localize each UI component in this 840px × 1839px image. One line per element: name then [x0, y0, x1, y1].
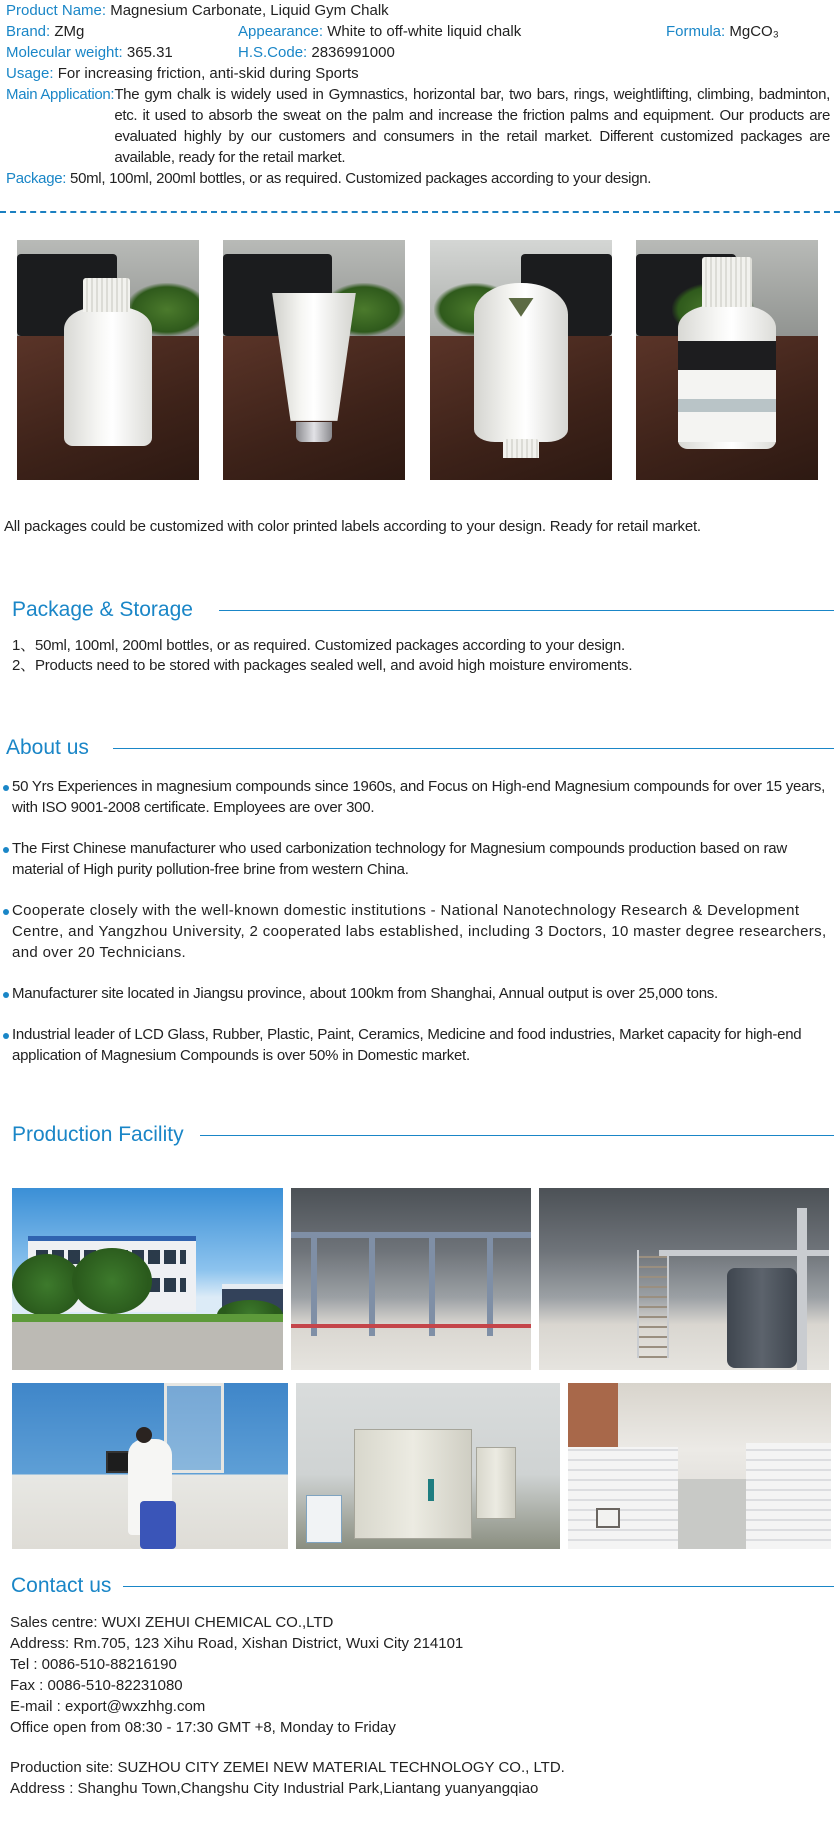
spec-label: Package:	[6, 170, 67, 187]
spec-product-name	[6, 0, 836, 21]
contact-office-hours: Office open from 08:30 - 17:30 GMT +8, Monday to Friday	[10, 1719, 396, 1736]
contact-sales-centre: Sales centre: WUXI ZEHUI CHEMICAL CO.,LTD	[10, 1614, 334, 1631]
contact-details	[10, 1612, 565, 1799]
list-item: 2、Products need to be stored with packages sealed well, and avoid high moisture enviroments.	[12, 657, 633, 674]
spec-label: Brand:	[6, 23, 51, 40]
spec-package	[6, 168, 836, 189]
about-item: 50 Yrs Experiences in magnesium compounds since 1960s, and Focus on High-end Magnesium compounds for over 15 years, with ISO 9001-2008 certificate. Employees are over 300.	[2, 776, 834, 818]
about-item: Industrial leader of LCD Glass, Rubber, Plastic, Paint, Ceramics, Medicine and food industries, Market capacity for high-end application of Magnesium Compounds is over 50% in Domestic market.	[2, 1024, 834, 1066]
section-heading-production-facility	[12, 1123, 840, 1147]
spec-usage	[6, 63, 836, 84]
contact-tel: Tel : 0086-510-88216190	[10, 1656, 177, 1673]
bullet-icon	[3, 909, 9, 915]
about-list	[2, 776, 834, 1086]
spec-value: ZMg	[54, 23, 85, 40]
contact-address: Address: Rm.705, 123 Xihu Road, Xishan District, Wuxi City 214101	[10, 1635, 464, 1652]
list-item: 1、50ml, 100ml, 200ml bottles, or as required. Customized packages according to your design.	[12, 637, 625, 654]
spec-value: The gym chalk is widely used in Gymnastics, horizontal bar, two bars, rings, weightlifting, climbing, badminton, etc. it used to absorb the sweat on the palm and increase the friction palms and equipment. Our products are evaluated highly by our customers and consumers in the retail market. Different customized packages are available, ready for the retail market.	[114, 86, 830, 166]
contact-production-address: Address : Shanghu Town,Changshu City Industrial Park,Liantang yuanyangqiao	[10, 1780, 539, 1797]
bullet-icon	[3, 1033, 9, 1039]
spec-label: Usage:	[6, 65, 54, 82]
product-specs	[6, 0, 836, 189]
spec-value: Magnesium Carbonate, Liquid Gym Chalk	[110, 2, 389, 19]
heading-rule	[123, 1586, 834, 1587]
section-title: Contact us	[11, 1574, 112, 1597]
spec-value: 365.31	[126, 44, 173, 61]
spec-label: Main Application:	[6, 86, 115, 103]
spec-value: White to off-white liquid chalk	[327, 23, 522, 40]
spec-label: Molecular weight:	[6, 44, 123, 61]
spec-label: H.S.Code:	[238, 44, 308, 61]
contact-email: E-mail : export@wxzhhg.com	[10, 1698, 206, 1715]
bullet-icon	[3, 847, 9, 853]
product-photo-round-bottle	[17, 240, 199, 480]
about-item: The First Chinese manufacturer who used carbonization technology for Magnesium compounds production based on raw material of High purity pollution-free brine from western China.	[2, 838, 834, 880]
product-photo-hanging-bottle	[430, 240, 612, 480]
section-title: About us	[6, 736, 89, 759]
spec-label: Appearance:	[238, 23, 324, 40]
product-photo-row	[0, 240, 840, 480]
about-item: Manufacturer site located in Jiangsu province, about 100km from Shanghai, Annual output is over 25,000 tons.	[2, 983, 834, 1004]
product-photo-tube	[223, 240, 405, 480]
packages-caption: All packages could be customized with color printed labels according to your design. Ready for retail market.	[4, 518, 701, 535]
about-item: Cooperate closely with the well-known domestic institutions - National Nanotechnology Research & Development Centre, and Yangzhou University, 2 cooperated labs established, including 3 Doctors, 10 master degree researchers, and over 20 Technicians.	[2, 900, 834, 963]
spec-value: For increasing friction, anti-skid during Sports	[57, 65, 359, 82]
bullet-icon	[3, 992, 9, 998]
facility-photo-warehouse	[568, 1383, 831, 1549]
dashed-divider	[0, 211, 840, 213]
spec-value: 2836991000	[311, 44, 395, 61]
product-photo-labeled-bottle	[636, 240, 818, 480]
spec-row-brand	[6, 21, 836, 42]
heading-rule	[113, 748, 834, 749]
spec-main-application	[6, 84, 836, 168]
facility-photo-building	[12, 1188, 283, 1370]
contact-production-site: Production site: SUZHOU CITY ZEMEI NEW MATERIAL TECHNOLOGY CO., LTD.	[10, 1759, 565, 1776]
facility-photo-production-line	[291, 1188, 531, 1370]
heading-rule	[200, 1135, 834, 1136]
bullet-icon	[3, 785, 9, 791]
heading-rule	[219, 610, 834, 611]
spec-row-weight	[6, 42, 836, 63]
section-heading-about-us	[6, 736, 840, 760]
section-heading-contact-us	[11, 1574, 840, 1598]
package-storage-list	[12, 636, 632, 676]
spec-label: Formula:	[666, 23, 726, 40]
spec-value: MgCO₃	[729, 23, 779, 40]
facility-photo-laboratory	[12, 1383, 288, 1549]
facility-photo-ovens	[296, 1383, 560, 1549]
section-title: Package & Storage	[12, 598, 193, 621]
spec-value: 50ml, 100ml, 200ml bottles, or as required. Customized packages according to your design.	[70, 170, 652, 187]
spec-label: Product Name:	[6, 2, 107, 19]
facility-photo-workshop	[539, 1188, 829, 1370]
contact-fax: Fax : 0086-510-82231080	[10, 1677, 183, 1694]
section-heading-package-storage	[12, 598, 840, 622]
section-title: Production Facility	[12, 1123, 184, 1146]
